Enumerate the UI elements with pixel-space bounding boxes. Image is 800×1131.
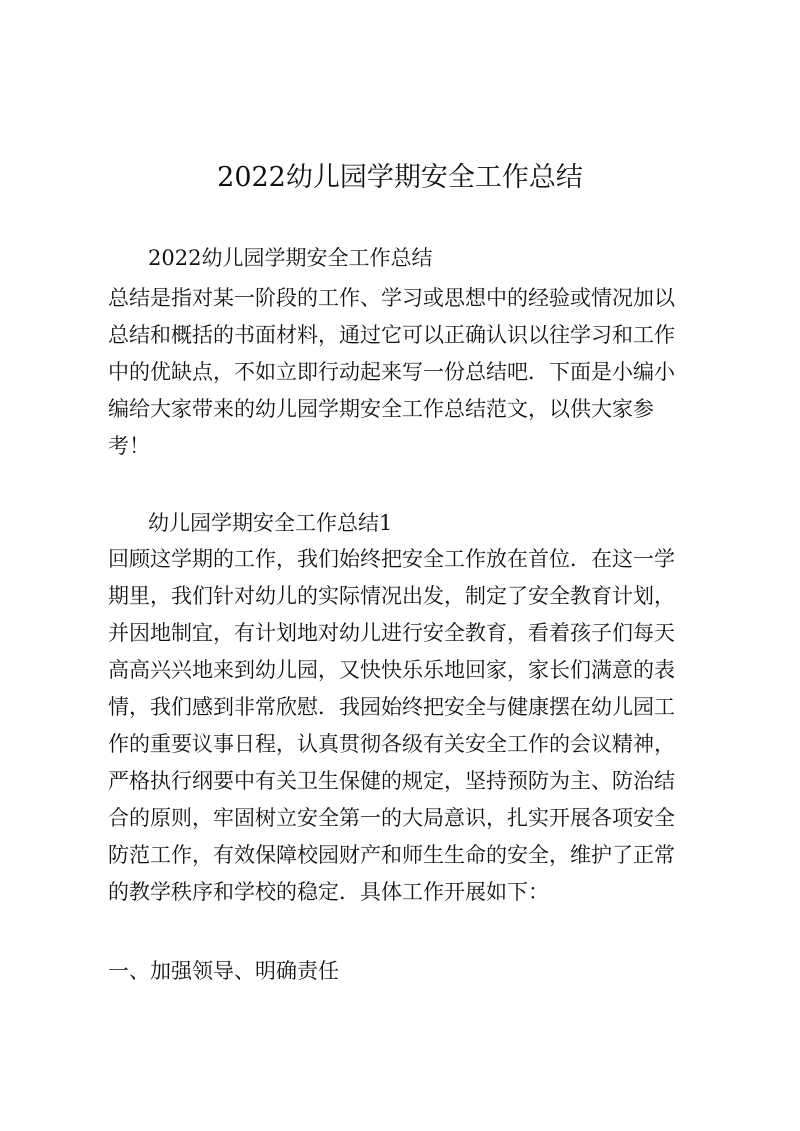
intro-heading: 2022幼儿园学期安全工作总结 (148, 246, 433, 270)
section-1-heading: 幼儿园学期安全工作总结1 (148, 511, 393, 535)
section-1-paragraph: 回顾这学期的工作，我们始终把安全工作放在首位．在这一学 期里，我们针对幼儿的实际情况出发，制定了安全教育计划， 并因地制宜，有计划地对幼儿进行安全教育，看着孩子们每天 高高兴兴地来到幼儿园，又快快乐乐地回家，家长们满意的表 情，我们感到非常欣慰．我园始终把安全与健康摆在幼儿园工 作的重要议事日程，认真贯彻各级有关安全工作的会议精神， 严格执行纲要中有关卫生保健的规定，坚持预防为主、防治结 合的原则，牢固树立安全第一的大局意识，扎实开展各项安全 防范工作，有效保障校园财产和师生生命的安全，维护了正常 的教学秩序和学校的稳定．具体工作开展如下： (108, 547, 675, 904)
document-title: 2022幼儿园学期安全工作总结 (217, 162, 583, 193)
intro-paragraph: 总结是指对某一阶段的工作、学习或思想中的经验或情况加以 总结和概括的书面材料，通过它可以正确认识以往学习和工作 中的优缺点，不如立即行动起来写一份总结吧．下面是小编小 编给大家带来的幼儿园学期安全工作总结范文，以供大家参 考！ (108, 286, 675, 458)
subheading-strengthen-leadership: 一、加强领导、明确责任 (108, 959, 339, 983)
